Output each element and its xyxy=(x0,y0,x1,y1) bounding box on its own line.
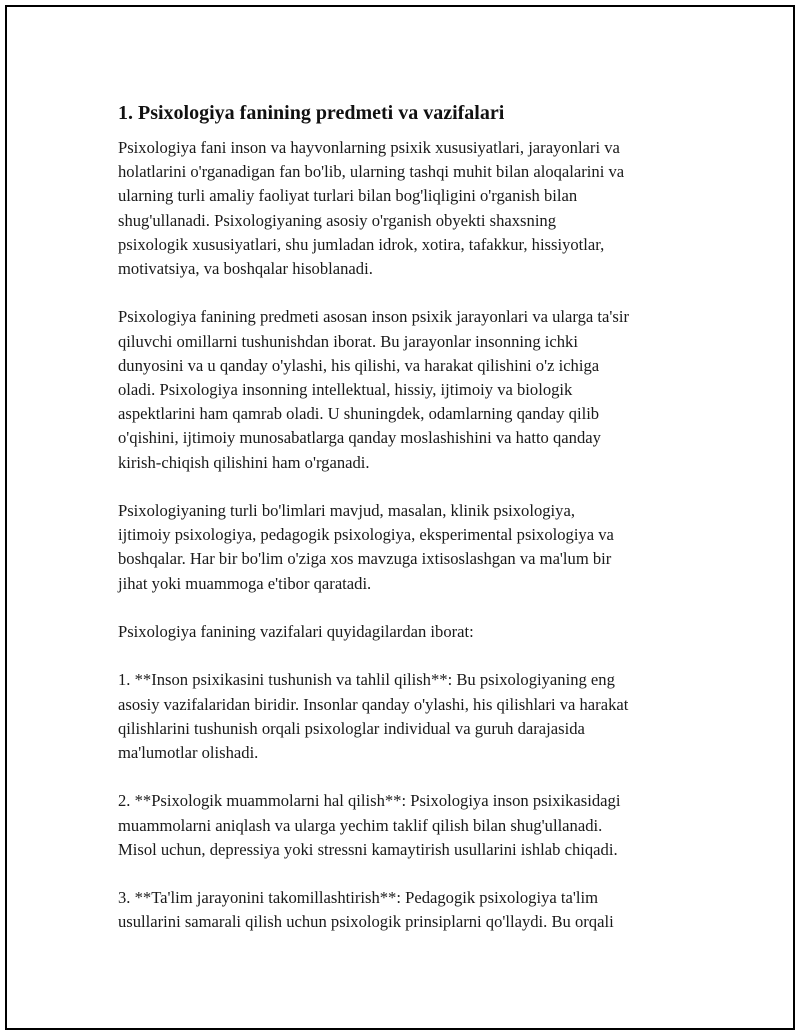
paragraph-subject: Psixologiya fanining predmeti asosan inson psixik jarayonlari va ularga ta'sir qiluvchi omillarni tushunishdan iborat. Bu jarayonlar insonning ichki dunyosini va u qanday o'ylashi, his qilishi, va harakat qilishini o'z ichiga oladi. Psixologiya insonning intellektual, hissiy, ijtimoiy va biologik aspektlarini ham qamrab oladi. U shuningdek, odamlarning qanday qilib o'qishini, ijtimoiy munosabatlarga qanday moslashishini va hatto qanday kirish-chiqish qilishini ham o'rganadi. xyxy=(118,307,629,472)
document-body xyxy=(118,99,703,959)
paragraph-branches: Psixologiyaning turli bo'limlari mavjud, masalan, klinik psixologiya, ijtimoiy psixologiya, pedagogik psixologiya, eksperimental psixologiya va boshqalar. Har bir bo'lim o'ziga xos mavzuga ixtisoslashgan va ma'lum bir jihat yoki muammoga e'tibor qaratadi. xyxy=(118,501,614,593)
section-heading: 1. Psixologiya fanining predmeti va vazifalari xyxy=(118,102,505,124)
paragraph-intro: Psixologiya fani inson va hayvonlarning psixik xususiyatlari, jarayonlari va holatlarini o'rganadigan fan bo'lib, ularning tashqi muhit bilan aloqalarini va ularning turli amaliy faoliyat turlari bilan bog'liqligini o'rganish bilan shug'ullanadi. Psixologiyaning asosiy o'rganish obyekti shaxsning psixologik xususiyatlari, shu jumladan idrok, xotira, tafakkur, hissiyotlar, motivatsiya, va boshqalar hisoblanadi. xyxy=(118,138,625,279)
list-item-task-2: 2. **Psixologik muammolarni hal qilish**: Psixologiya inson psixikasidagi muammolarni aniqlash va ularga yechim taklif qilish bilan shug'ullanadi. Misol uchun, depressiya yoki stressni kamaytirish usullarini ishlab chiqadi. xyxy=(118,791,621,859)
list-item-task-3: 3. **Ta'lim jarayonini takomillashtirish**: Pedagogik psixologiya ta'lim usullarini samarali qilish uchun psixologik prinsiplarni qo'llaydi. Bu orqali xyxy=(118,888,614,932)
paragraph-tasks-intro: Psixologiya fanining vazifalari quyidagilardan iborat: xyxy=(118,622,474,642)
list-item-task-1: 1. **Inson psixikasini tushunish va tahlil qilish**: Bu psixologiyaning eng asosiy vazifalaridan biridir. Insonlar qanday o'ylashi, his qilishlari va harakat qilishlarini tushunish orqali psixologlar individual va guruh darajasida ma'lumotlar olishadi. xyxy=(118,670,629,763)
page-frame xyxy=(5,5,795,1030)
